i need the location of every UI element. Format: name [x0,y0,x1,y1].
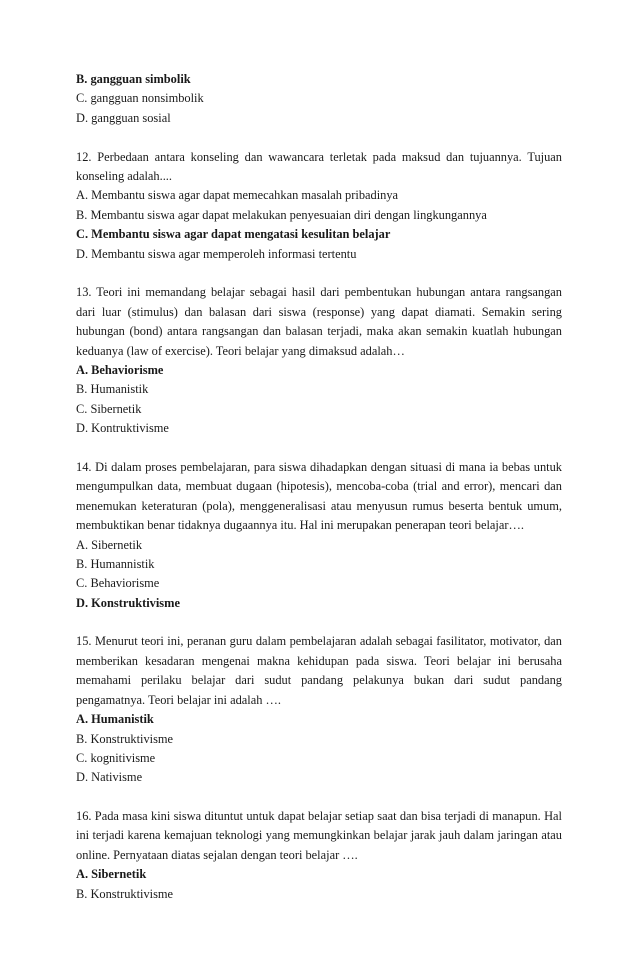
question-13 [76,283,562,438]
option: D. Kontruktivisme [76,421,169,436]
option-correct: D. Konstruktivisme [76,595,180,610]
option-correct: A. Sibernetik [76,867,147,882]
option: D. gangguan sosial [76,110,171,125]
option-correct: C. Membantu siswa agar dapat mengatasi kesulitan belajar [76,227,391,242]
option: B. Humannistik [76,556,155,571]
question-stem: 13. Teori ini memandang belajar sebagai hasil dari pembentukan hubungan antara rangsangan dari luar (stimulus) dan balasan dari siswa (response) yang dapat diamati. Semakin sering hubungan (bond) antara rangsangan dan balasan terjadi, maka akan semakin kuatlah hubungan keduanya (law of exercise). Teori belajar yang dimaksud adalah… [76,285,562,358]
option: C. kognitivisme [76,750,156,765]
spacer [76,788,562,807]
option-correct: A. Humanistik [76,712,154,727]
spacer [76,264,562,283]
option: B. Konstruktivisme [76,731,174,746]
spacer [76,128,562,147]
question-stem: 12. Perbedaan antara konseling dan wawancara terletak pada maksud dan tujuannya. Tujuan konseling adalah.... [76,149,562,183]
option: D. Membantu siswa agar memperoleh informasi tertentu [76,246,357,261]
option: B. Humanistik [76,382,149,397]
option: C. gangguan nonsimbolik [76,91,204,106]
document-page [76,70,562,904]
spacer [76,439,562,458]
option: B. Membantu siswa agar dapat melakukan penyesuaian diri dengan lingkungannya [76,207,487,222]
prev-question-options [76,70,562,128]
option: B. Konstruktivisme [76,886,174,901]
option: C. Behaviorisme [76,576,160,591]
option-correct: B. gangguan simbolik [76,72,191,86]
option: A. Sibernetik [76,537,143,552]
question-12 [76,148,562,264]
question-stem: 15. Menurut teori ini, peranan guru dalam pembelajaran adalah sebagai fasilitator, motivator, dan memberikan kesadaran mengenai makna kehidupan pada siswa. Teori belajar ini berusaha memahami perilaku belajar dari sudut pandang pelakunya bukan dari sudut pandang pengamatnya. Teori belajar ini adalah …. [76,634,562,707]
option-correct: A. Behaviorisme [76,362,164,377]
question-16 [76,807,562,904]
question-stem: 16. Pada masa kini siswa dituntut untuk dapat belajar setiap saat dan bisa terjadi di manapun. Hal ini terjadi karena kemajuan teknologi yang memungkinkan belajar jarak jauh dalam jaringan atau online. Pernyataan diatas sejalan dengan teori belajar …. [76,809,562,862]
option: C. Sibernetik [76,401,142,416]
question-stem: 14. Di dalam proses pembelajaran, para siswa dihadapkan dengan situasi di mana ia bebas untuk mengumpulkan data, membuat dugaan (hipotesis), mencoba-coba (trial and error), mencari dan menemukan keteraturan (pola), menggeneralisasi atau menyusun rumus beserta bentuk umum, membuktikan benar tidaknya dugaannya itu. Hal ini merupakan penerapan teori belajar…. [76,459,562,533]
spacer [76,613,562,632]
question-15 [76,632,562,787]
question-14 [76,458,562,613]
option: A. Membantu siswa agar dapat memecahkan masalah pribadinya [76,188,399,203]
option: D. Nativisme [76,770,143,785]
